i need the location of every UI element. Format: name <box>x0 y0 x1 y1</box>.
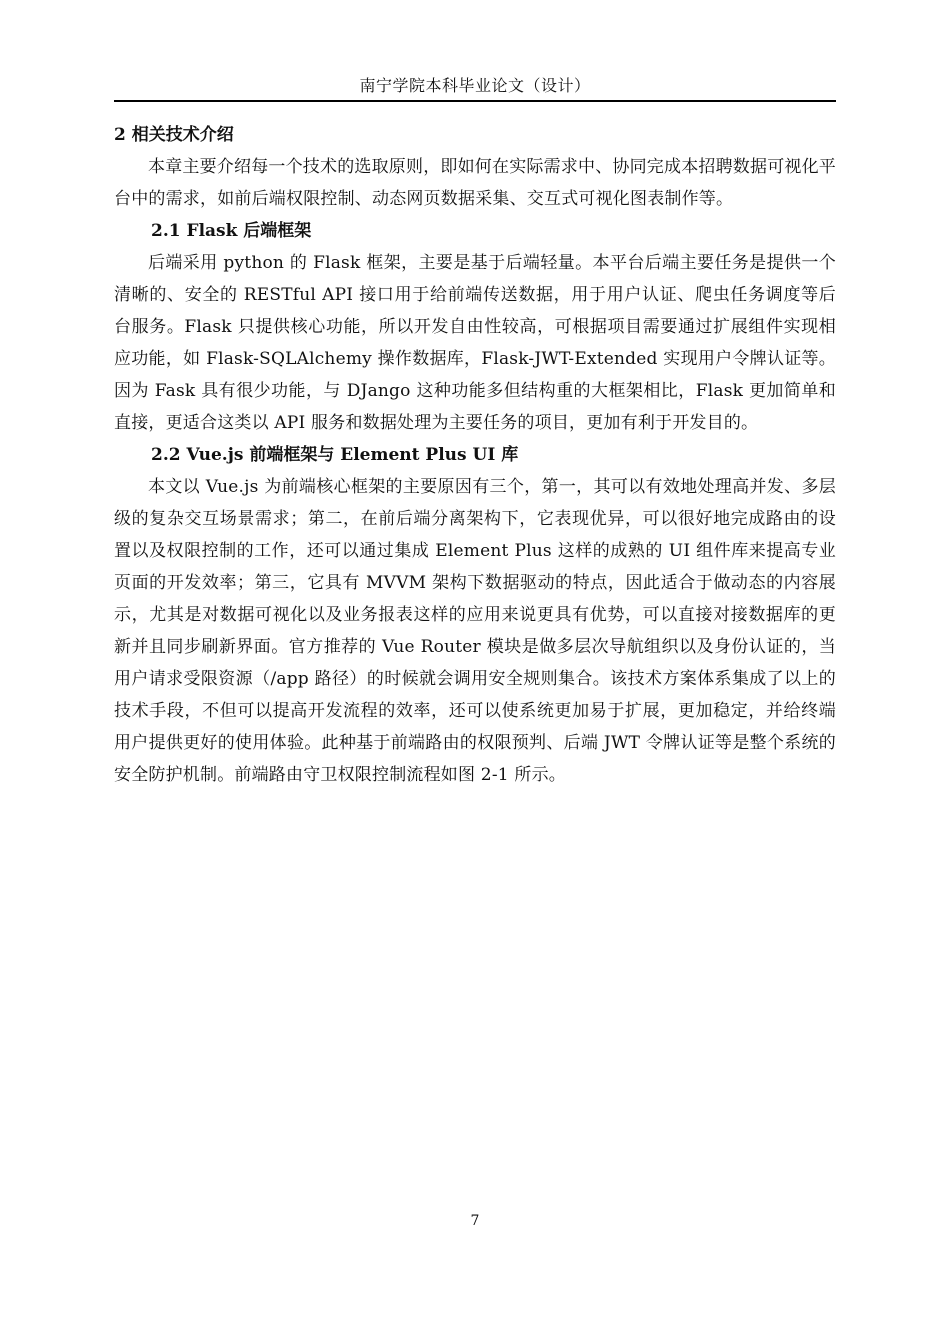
subsection-paragraph-flask: 后端采用 python 的 Flask 框架，主要是基于后端轻量。本平台后端主要任务是提供一个清晰的、安全的 RESTful API 接口用于给前端传送数据，用于用户认证、爬虫任务调度等后台服务。Flask 只提供核心功能，所以开发自由性较高，可根据项目需要通过扩展组件实现相应功能，如 Flask-SQLAlchemy 操作数据库，Flask-JWT-Extended 实现用户令牌认证等。因为 Fask 具有很少功能，与 DJango 这种功能多但结构重的大框架相比，Flask 更加简单和直接，更适合这类以 API 服务和数据处理为主要任务的项目，更加有利于开发目的。 <box>114 253 836 433</box>
section-intro-paragraph: 本章主要介绍每一个技术的选取原则，即如何在实际需求中、协同完成本招聘数据可视化平台中的需求，如前后端权限控制、动态网页数据采集、交互式可视化图表制作等。 <box>114 157 836 209</box>
page-number: 7 <box>470 1213 480 1229</box>
subsection-paragraph-vue: 本文以 Vue.js 为前端核心框架的主要原因有三个，第一，其可以有效地处理高并发、多层级的复杂交互场景需求；第二，在前后端分离架构下，它表现优异，可以很好地完成路由的设置以及权限控制的工作，还可以通过集成 Element Plus 这样的成熟的 UI 组件库来提高专业页面的开发效率；第三，它具有 MVVM 架构下数据驱动的特点，因此适合于做动态的内容展示，尤其是对数据可视化以及业务报表这样的应用来说更具有优势，可以直接对接数据库的更新并且同步刷新界面。官方推荐的 Vue Router 模块是做多层次导航组织以及身份认证的，当用户请求受限资源（/app 路径）的时候就会调用安全规则集合。该技术方案体系集成了以上的技术手段，不但可以提高开发流程的效率，还可以使系统更加易于扩展，更加稳定，并给终端用户提供更好的使用体验。此种基于前端路由的权限预判、后端 JWT 令牌认证等是整个系统的安全防护机制。前端路由守卫权限控制流程如图 2-1 所示。 <box>114 477 836 785</box>
section-heading: 2 相关技术介绍 <box>114 125 234 145</box>
header-divider <box>114 100 836 102</box>
page-body <box>114 119 836 791</box>
subsection-heading-vue: 2.2 Vue.js 前端框架与 Element Plus UI 库 <box>151 445 519 465</box>
subsection-heading-flask: 2.1 Flask 后端框架 <box>151 221 312 241</box>
running-header: 南宁学院本科毕业论文（设计） <box>359 76 591 95</box>
